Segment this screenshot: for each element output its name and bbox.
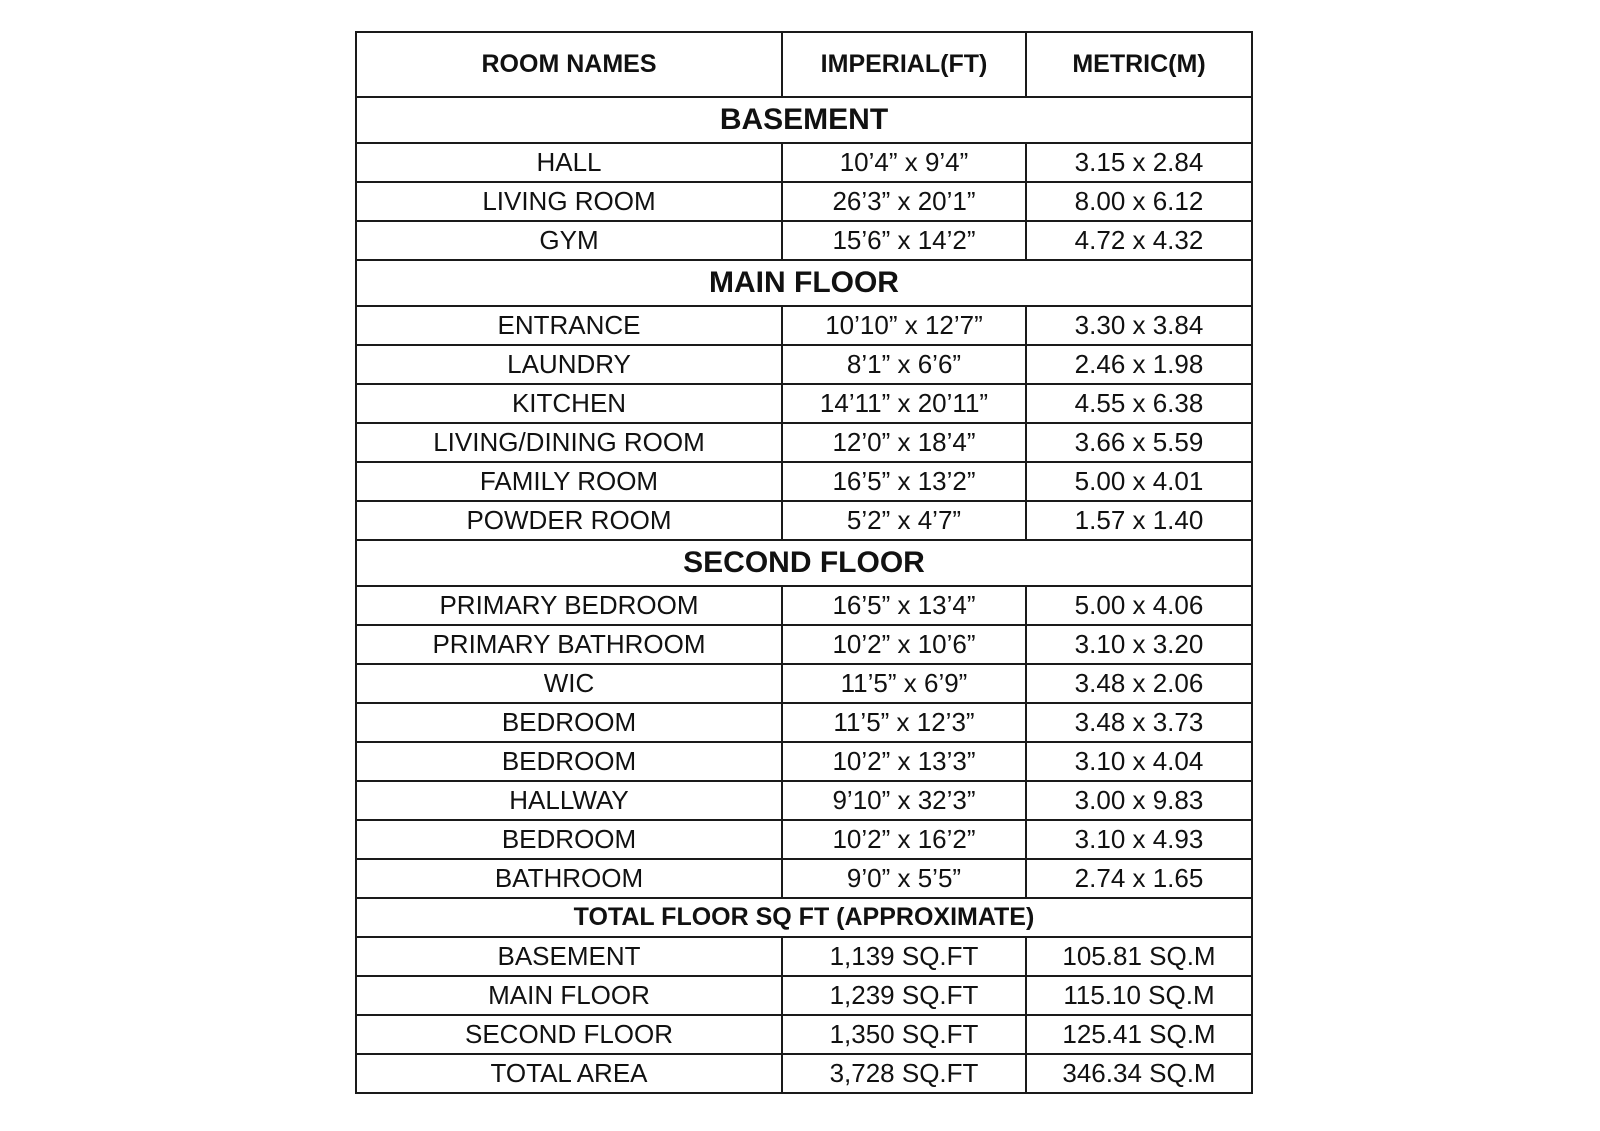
room-names-header: ROOM NAMES (356, 32, 782, 97)
metric-value: 3.15 x 2.84 (1026, 143, 1252, 182)
room-name: HALLWAY (356, 781, 782, 820)
room-name: PRIMARY BATHROOM (356, 625, 782, 664)
room-name: LAUNDRY (356, 345, 782, 384)
table-row (356, 501, 1252, 540)
floor-name: TOTAL AREA (356, 1054, 782, 1093)
imperial-value: 8’1” x 6’6” (782, 345, 1026, 384)
table-row (356, 143, 1252, 182)
table-row (356, 423, 1252, 462)
metric-value: 3.48 x 3.73 (1026, 703, 1252, 742)
metric-value: 1.57 x 1.40 (1026, 501, 1252, 540)
metric-value: 3.00 x 9.83 (1026, 781, 1252, 820)
section-title-totals: TOTAL FLOOR SQ FT (APPROXIMATE) (356, 898, 1252, 937)
metric-value: 2.74 x 1.65 (1026, 859, 1252, 898)
room-name: HALL (356, 143, 782, 182)
imperial-value: 15’6” x 14’2” (782, 221, 1026, 260)
room-name: GYM (356, 221, 782, 260)
metric-value: 3.30 x 3.84 (1026, 306, 1252, 345)
section-title-main-floor: MAIN FLOOR (356, 260, 1252, 306)
total-row (356, 937, 1252, 976)
room-name: LIVING ROOM (356, 182, 782, 221)
imperial-value: 11’5” x 12’3” (782, 703, 1026, 742)
floor-name: SECOND FLOOR (356, 1015, 782, 1054)
table-row (356, 820, 1252, 859)
metric-area: 125.41 SQ.M (1026, 1015, 1252, 1054)
table-row (356, 781, 1252, 820)
metric-value: 4.55 x 6.38 (1026, 384, 1252, 423)
section-row-totals (356, 898, 1252, 937)
metric-value: 3.10 x 4.04 (1026, 742, 1252, 781)
total-row (356, 976, 1252, 1015)
imperial-area: 1,139 SQ.FT (782, 937, 1026, 976)
room-name: BEDROOM (356, 703, 782, 742)
imperial-value: 10’4” x 9’4” (782, 143, 1026, 182)
metric-area: 346.34 SQ.M (1026, 1054, 1252, 1093)
metric-value: 3.66 x 5.59 (1026, 423, 1252, 462)
table-row (356, 703, 1252, 742)
imperial-value: 26’3” x 20’1” (782, 182, 1026, 221)
imperial-value: 5’2” x 4’7” (782, 501, 1026, 540)
room-name: LIVING/DINING ROOM (356, 423, 782, 462)
metric-value: 3.10 x 4.93 (1026, 820, 1252, 859)
section-title-second-floor: SECOND FLOOR (356, 540, 1252, 586)
imperial-value: 16’5” x 13’2” (782, 462, 1026, 501)
section-row-main-floor (356, 260, 1252, 306)
room-name: BEDROOM (356, 742, 782, 781)
section-row-basement (356, 97, 1252, 143)
imperial-area: 1,239 SQ.FT (782, 976, 1026, 1015)
table-row (356, 859, 1252, 898)
imperial-value: 10’2” x 10’6” (782, 625, 1026, 664)
floor-name: MAIN FLOOR (356, 976, 782, 1015)
metric-value: 4.72 x 4.32 (1026, 221, 1252, 260)
room-name: ENTRANCE (356, 306, 782, 345)
table-row (356, 384, 1252, 423)
header-row (356, 32, 1252, 97)
imperial-value: 10’2” x 13’3” (782, 742, 1026, 781)
room-name: KITCHEN (356, 384, 782, 423)
room-name: BATHROOM (356, 859, 782, 898)
table-row (356, 742, 1252, 781)
metric-value: 2.46 x 1.98 (1026, 345, 1252, 384)
imperial-value: 10’2” x 16’2” (782, 820, 1026, 859)
room-name: PRIMARY BEDROOM (356, 586, 782, 625)
floor-name: BASEMENT (356, 937, 782, 976)
room-name: POWDER ROOM (356, 501, 782, 540)
total-row (356, 1054, 1252, 1093)
imperial-value: 12’0” x 18’4” (782, 423, 1026, 462)
imperial-value: 16’5” x 13’4” (782, 586, 1026, 625)
metric-value: 5.00 x 4.01 (1026, 462, 1252, 501)
room-name: BEDROOM (356, 820, 782, 859)
imperial-area: 3,728 SQ.FT (782, 1054, 1026, 1093)
imperial-value: 9’0” x 5’5” (782, 859, 1026, 898)
table-row (356, 462, 1252, 501)
metric-value: 5.00 x 4.06 (1026, 586, 1252, 625)
imperial-header: IMPERIAL(FT) (782, 32, 1026, 97)
table-row (356, 306, 1252, 345)
metric-value: 8.00 x 6.12 (1026, 182, 1252, 221)
metric-value: 3.10 x 3.20 (1026, 625, 1252, 664)
metric-area: 115.10 SQ.M (1026, 976, 1252, 1015)
table-row (356, 586, 1252, 625)
imperial-value: 9’10” x 32’3” (782, 781, 1026, 820)
table-row (356, 221, 1252, 260)
table-row (356, 345, 1252, 384)
imperial-value: 10’10” x 12’7” (782, 306, 1026, 345)
total-row (356, 1015, 1252, 1054)
imperial-value: 14’11” x 20’11” (782, 384, 1026, 423)
room-name: FAMILY ROOM (356, 462, 782, 501)
metric-value: 3.48 x 2.06 (1026, 664, 1252, 703)
room-name: WIC (356, 664, 782, 703)
room-dimensions-table (355, 31, 1253, 1094)
table-row (356, 664, 1252, 703)
section-title-basement: BASEMENT (356, 97, 1252, 143)
section-row-second-floor (356, 540, 1252, 586)
imperial-value: 11’5” x 6’9” (782, 664, 1026, 703)
metric-header: METRIC(M) (1026, 32, 1252, 97)
metric-area: 105.81 SQ.M (1026, 937, 1252, 976)
table-row (356, 625, 1252, 664)
imperial-area: 1,350 SQ.FT (782, 1015, 1026, 1054)
table-row (356, 182, 1252, 221)
